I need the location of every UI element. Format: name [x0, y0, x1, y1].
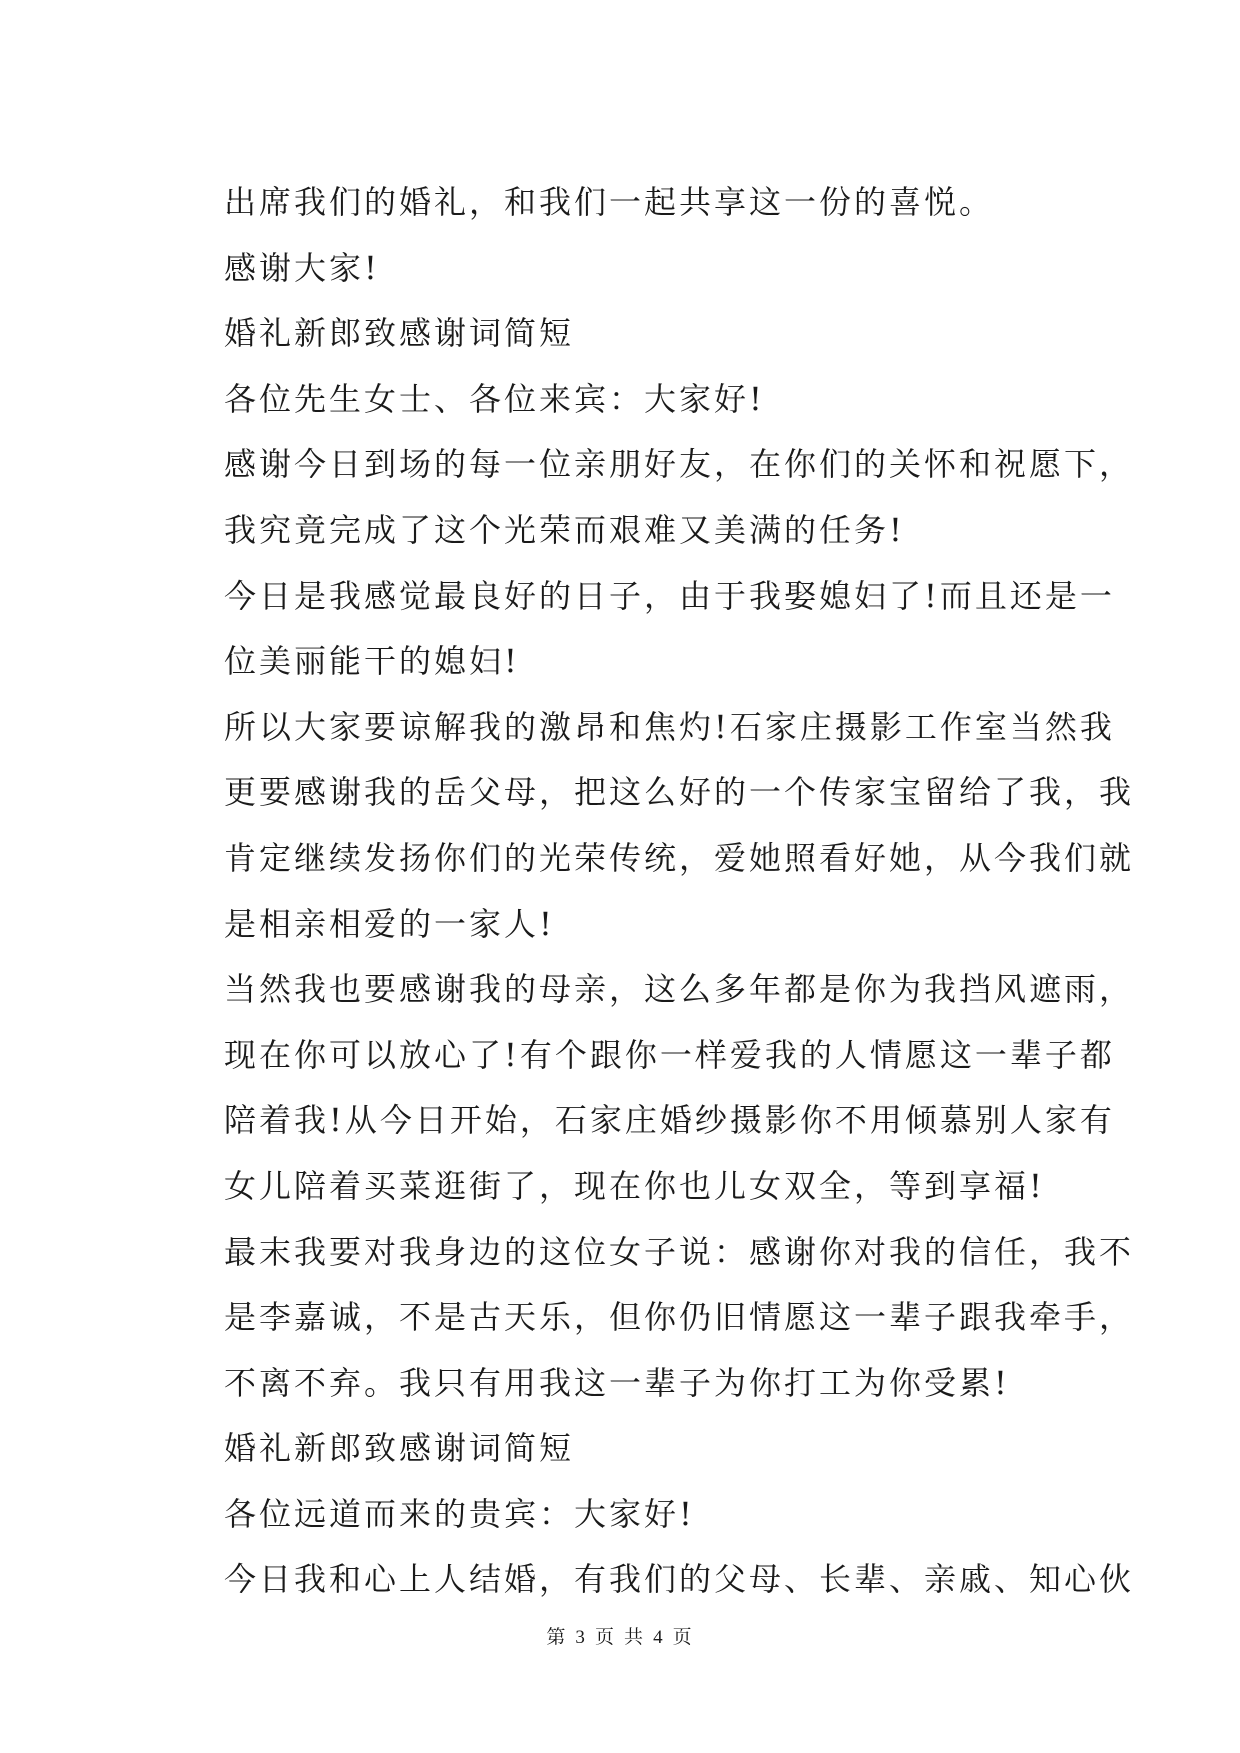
text-line: 感谢大家!	[224, 248, 380, 287]
text-line: 所以大家要谅解我的激昂和焦灼!石家庄摄影工作室当然我	[224, 707, 1115, 746]
text-line: 位美丽能干的媳妇!	[224, 642, 520, 681]
section-heading: 婚礼新郎致感谢词简短	[224, 1429, 575, 1468]
section-heading: 婚礼新郎致感谢词简短	[224, 314, 575, 353]
text-line: 不离不弃。我只有用我这一辈子为你打工为你受累!	[224, 1363, 1010, 1402]
text-line: 肯定继续发扬你们的光荣传统，爱她照看好她，从今我们就	[224, 838, 1135, 877]
body-text	[224, 170, 1135, 1613]
text-line: 现在你可以放心了!有个跟你一样爱我的人情愿这一辈子都	[224, 1035, 1115, 1074]
text-line: 各位远道而来的贵宾：大家好!	[224, 1494, 695, 1533]
total-pages-number: 4	[653, 1627, 665, 1648]
text-line: 出席我们的婚礼，和我们一起共享这一份的喜悦。	[224, 183, 995, 221]
current-page-number: 3	[575, 1627, 587, 1648]
text-line: 是李嘉诚，不是古天乐，但你仍旧情愿这一辈子跟我牵手，	[224, 1298, 1135, 1337]
text-line: 当然我也要感谢我的母亲，这么多年都是你为我挡风遮雨，	[224, 970, 1135, 1009]
page-footer	[0, 1622, 1240, 1649]
text-line: 最末我要对我身边的这位女子说：感谢你对我的信任，我不	[224, 1232, 1135, 1271]
text-line: 今日我和心上人结婚，有我们的父母、长辈、亲戚、知心伙	[224, 1560, 1135, 1599]
footer-middle: 页 共	[594, 1626, 646, 1648]
footer-prefix: 第	[546, 1626, 568, 1648]
text-line: 我究竟完成了这个光荣而艰难又美满的任务!	[224, 510, 905, 549]
text-line: 陪着我!从今日开始，石家庄婚纱摄影你不用倾慕别人家有	[224, 1101, 1115, 1140]
text-line: 是相亲相爱的一家人!	[224, 904, 555, 943]
text-line: 女儿陪着买菜逛街了，现在你也儿女双全，等到享福!	[224, 1166, 1045, 1205]
text-line: 今日是我感觉最良好的日子，由于我娶媳妇了!而且还是一	[224, 576, 1115, 615]
footer-suffix: 页	[672, 1626, 694, 1648]
text-line: 感谢今日到场的每一位亲朋好友，在你们的关怀和祝愿下，	[224, 445, 1135, 484]
text-line: 各位先生女士、各位来宾：大家好!	[224, 379, 765, 418]
text-line: 更要感谢我的岳父母，把这么好的一个传家宝留给了我，我	[224, 773, 1135, 812]
